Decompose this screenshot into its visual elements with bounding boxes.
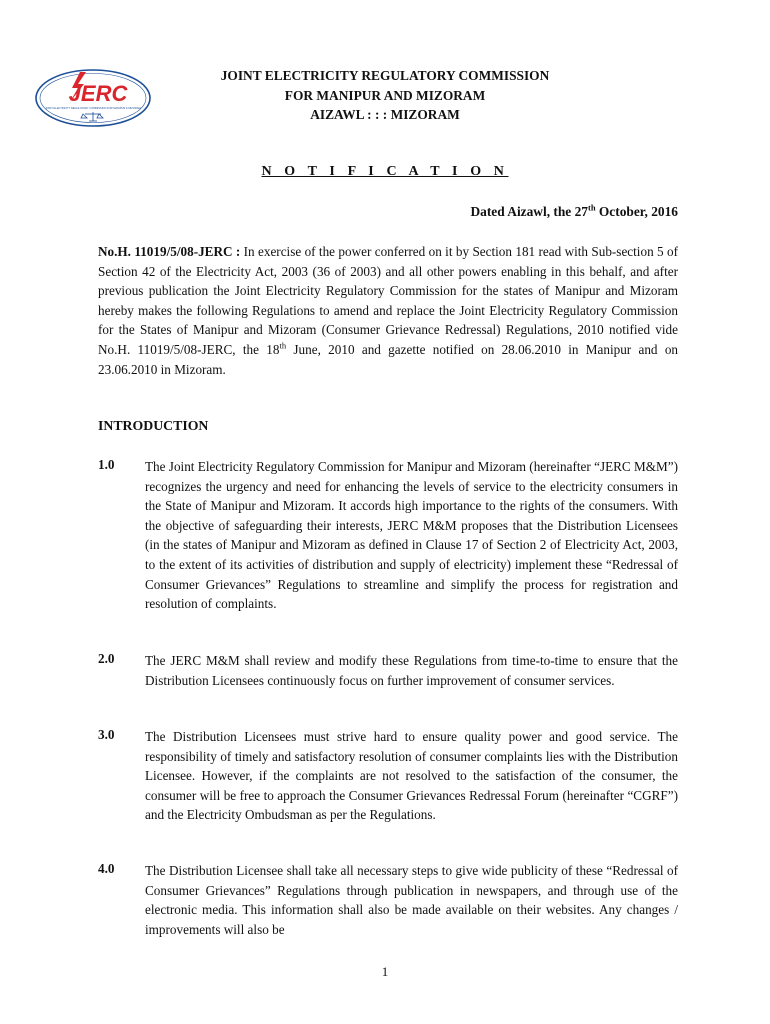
preamble-sup: th [279,340,287,351]
header-line-1: JOINT ELECTRICITY REGULATORY COMMISSION [220,68,550,83]
clause-2 [98,651,678,690]
date-sup: th [587,202,596,213]
clause-3 [98,727,678,825]
header-line-2: FOR MANIPUR AND MIZORAM [284,87,486,103]
notification-date [470,204,678,220]
clause-text: The JERC M&M shall review and modify these Regulations from time-to-time to ensure that the Distribution Licensees continuously focus on further improvement of consumer services. [145,653,678,688]
reference-number: No.H. 11019/5/08-JERC : [98,244,241,259]
logo-tagline: JOINT ELECTRICITY REGULATORY COMMISSION FOR MANIPUR & MIZORAM [45,107,141,110]
header-line-3: AIZAWL : : : MIZORAM [310,107,460,122]
clause-4 [98,861,678,939]
clause-number: 2.0 [98,651,115,666]
clause-text: The Distribution Licensee shall take all necessary steps to give wide publicity of these “Redressal of Consumer Grievances” Regulations through publication in newspapers, and through use of the electronic media. This information shall also be made available on their websites. Any changes / improvements will also be [145,863,678,937]
clause-number: 1.0 [98,457,115,472]
clause-number: 3.0 [98,727,115,742]
date-suffix: October, 2016 [595,204,678,219]
notification-title-text: N O T I F I C A T I O N [261,164,509,179]
section-heading: INTRODUCTION [98,418,209,433]
commission-header [150,66,620,125]
jerc-logo [34,68,152,128]
clause-1 [98,457,678,614]
date-prefix: Dated Aizawl, the 27 [470,204,588,219]
clause-text: The Joint Electricity Regulatory Commission for Manipur and Mizoram (hereinafter “JERC M&M”) recognizes the urgency and need for enhancing the levels of service to the electricity consumers in the State of Manipur and Mizoram. It accords high importance to the rights of the consumers. With the objective of safeguarding their interests, JERC M&M proposes that the Distribution Licensees (in the states of Manipur and Mizoram as defined in Clause 17 of Section 2 of Electricity Act, 2003, to the extent of its activities of distribution and supply of electricity) implement these “Redressal of Consumer Grievances” Regulations to streamline and simplify the process for registration and resolution of complaints. [145,459,678,612]
clause-text: The Distribution Licensees must strive hard to ensure quality power and good service. The responsibility of timely and satisfactory resolution of consumer complaints lies with the Distribution Licensee. However, if the complaints are not resolved to the satisfaction of the consumer, the consumer will be free to approach the Consumer Grievances Redressal Forum (hereinafter “CGRF”) and the Electricity Ombudsman as per the Regulations. [145,729,678,823]
preamble-text-2: June, 2010 and gazette notified on 28.06.2010 in Manipur and on 23.06.2010 in Mizoram. [98,341,679,377]
preamble-text-1: In exercise of the power conferred on it by Section 181 read with Sub-section 5 of Section 42 of the Electricity Act, 2003 (36 of 2003) and all other powers enabling in this behalf, and after previous publication the Joint Electricity Regulatory Commission for the states of Manipur and Mizoram hereby makes the following Regulations to amend and replace the Joint Electricity Regulatory Commission for the States of Manipur and Mizoram (Consumer Grievance Redressal) Regulations, 2010 notified vide No.H. 11019/5/08-JERC, the 18 [98,244,678,357]
clause-number: 4.0 [98,861,115,876]
page-number: 1 [381,964,389,979]
preamble-paragraph [98,242,678,379]
logo-text: JERC [68,81,128,106]
notification-title [0,164,770,180]
